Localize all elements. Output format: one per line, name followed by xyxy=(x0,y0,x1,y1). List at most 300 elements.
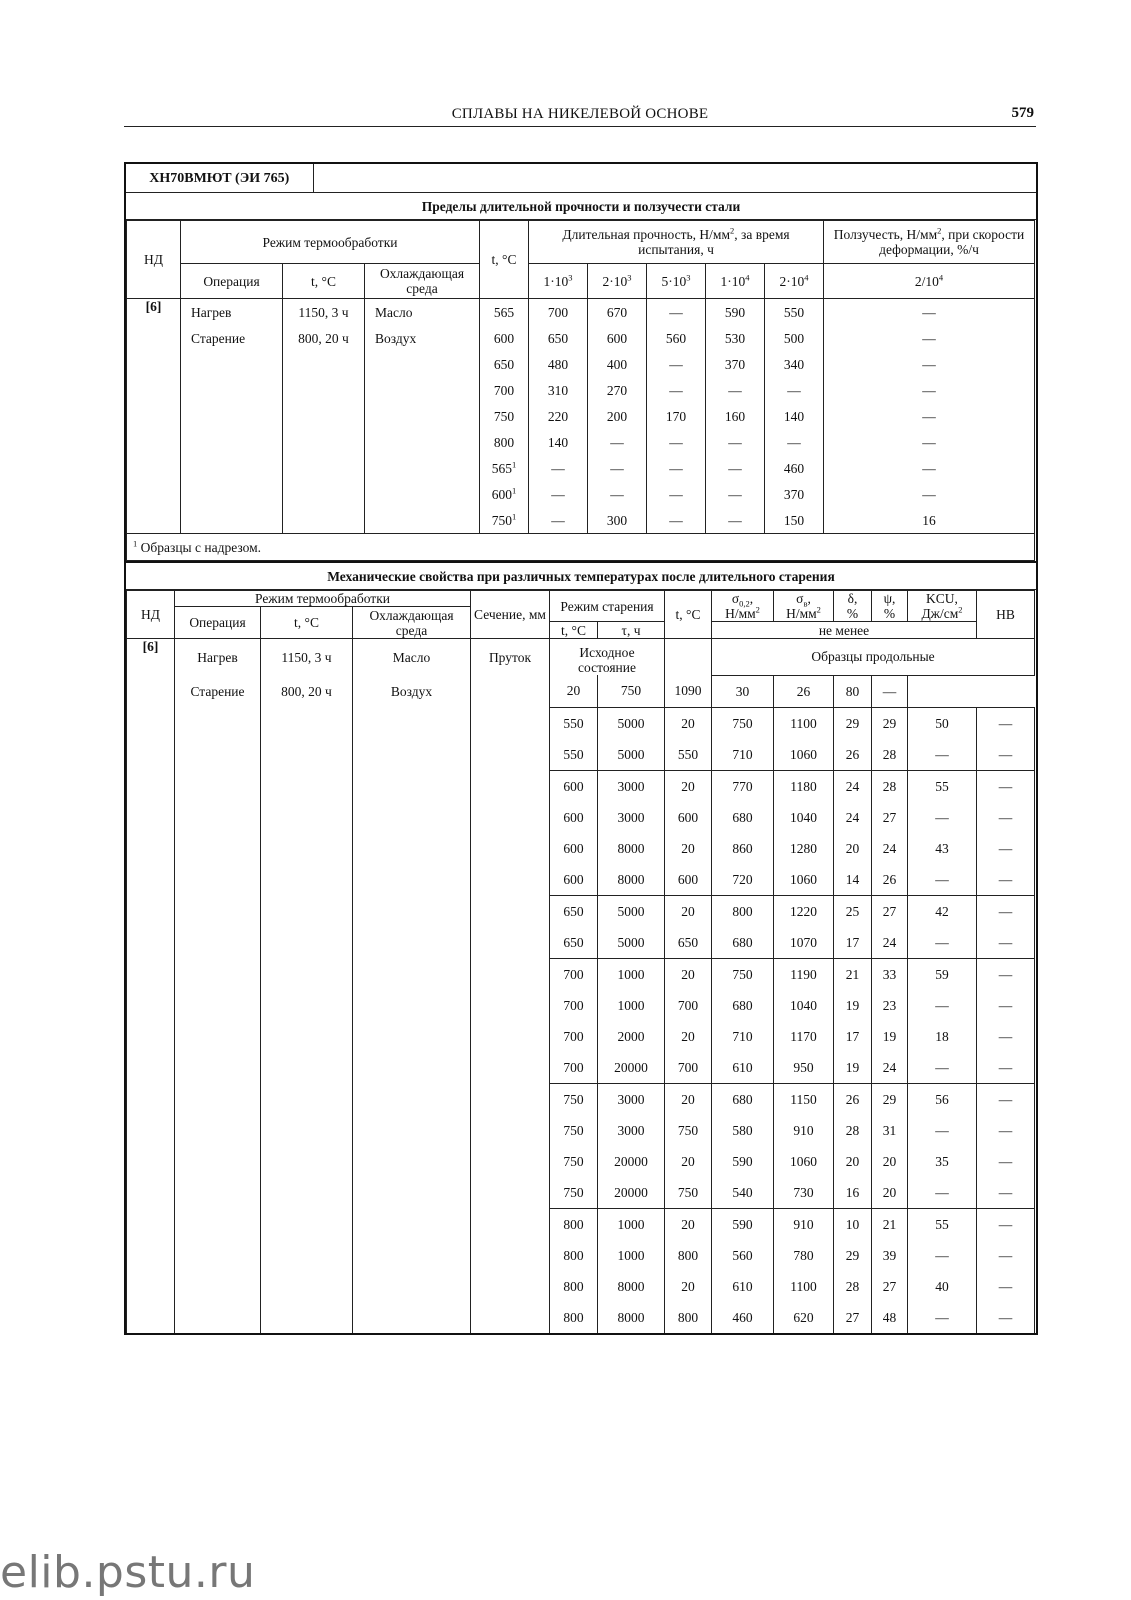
table2-empty xyxy=(175,1083,261,1115)
table1-strength-value: — xyxy=(588,429,647,455)
table1-header-time: $2\cdot 10^3$ xyxy=(588,264,647,299)
table2-temp: 20 xyxy=(665,895,712,927)
table2-value-s02: 710 xyxy=(712,739,774,771)
table2-header-sb: $\sigma_в$, $Н/мм^2$ xyxy=(774,591,834,622)
table2-empty xyxy=(175,958,261,990)
table1-empty xyxy=(365,377,480,403)
table2-empty xyxy=(471,1146,550,1177)
table2-row xyxy=(127,739,1035,771)
table2-empty xyxy=(353,1240,471,1271)
table2-empty xyxy=(175,739,261,771)
table2-temp: 20 xyxy=(665,1083,712,1115)
table2-temp: 600 xyxy=(665,802,712,833)
table2-value-s02: 580 xyxy=(712,1115,774,1146)
table2-empty xyxy=(471,927,550,959)
table2-empty xyxy=(261,739,353,771)
table2-header-min: не менее xyxy=(712,622,977,639)
table2-value-d: 20 xyxy=(834,833,872,864)
table2-empty xyxy=(471,802,550,833)
table2-header-section: Сечение, мм xyxy=(471,591,550,639)
table2-empty xyxy=(353,770,471,802)
table2-empty xyxy=(471,958,550,990)
table2-header-nd: НД xyxy=(127,591,175,639)
table2-value-kcu: — xyxy=(908,927,977,959)
table1-creep-value: — xyxy=(824,299,1035,326)
table2-value-s02: 560 xyxy=(712,1240,774,1271)
table2-aging-t: 600 xyxy=(550,802,598,833)
table2-value-kcu: 55 xyxy=(908,770,977,802)
table1-empty xyxy=(365,351,480,377)
table2-empty xyxy=(353,707,471,739)
table2-op1: Нагрев xyxy=(175,639,261,676)
table2-empty xyxy=(175,1177,261,1209)
table2-value-s02: 680 xyxy=(712,990,774,1021)
table2-value-sb: 1060 xyxy=(774,739,834,771)
table2-row xyxy=(127,802,1035,833)
table1-strength-value: — xyxy=(647,299,706,326)
table1-temp: $565^1$ xyxy=(480,455,529,481)
table2-value-d: 29 xyxy=(834,707,872,739)
table2-empty xyxy=(353,864,471,896)
table2-empty xyxy=(353,1052,471,1084)
table2-value-sb: 1100 xyxy=(774,1271,834,1302)
table2-empty xyxy=(175,802,261,833)
table2-value-d: 14 xyxy=(834,864,872,896)
table1-creep-value: — xyxy=(824,403,1035,429)
table1-temp: 800 xyxy=(480,429,529,455)
table2-empty xyxy=(175,1271,261,1302)
table2-aging-tau: 8000 xyxy=(598,833,665,864)
table1-header-time: $1\cdot 10^3$ xyxy=(529,264,588,299)
table1-row xyxy=(127,455,1035,481)
table1-creep-value: 16 xyxy=(824,507,1035,534)
table2-value-hb: — xyxy=(977,770,1035,802)
table1-creep-value: — xyxy=(824,351,1035,377)
table2-value-d: 26 xyxy=(834,1083,872,1115)
table2-value-sb: 1060 xyxy=(774,864,834,896)
table1-empty xyxy=(181,429,283,455)
table2-row xyxy=(127,1302,1035,1333)
table2-temp: 650 xyxy=(665,927,712,959)
table2-value-s02: 750 xyxy=(712,958,774,990)
table2-cool1: Масло xyxy=(353,639,471,676)
table1-header-time: $1\cdot 10^4$ xyxy=(706,264,765,299)
table2-empty xyxy=(127,1146,175,1177)
table2-value-kcu: — xyxy=(908,1177,977,1209)
table2-empty xyxy=(175,1146,261,1177)
table2-temp: 700 xyxy=(665,1052,712,1084)
table2-aging-tau: 5000 xyxy=(598,739,665,771)
table1-empty xyxy=(181,377,283,403)
table2-value-hb: — xyxy=(977,1208,1035,1240)
table2-aging-t: 800 xyxy=(550,1271,598,1302)
table2-initial-state: Исходное состояние xyxy=(550,639,665,676)
table1-empty xyxy=(365,455,480,481)
table2-value-d: 19 xyxy=(834,1052,872,1084)
table2-temp: 20 xyxy=(550,675,598,707)
table2-value-psi: 20 xyxy=(872,1146,908,1177)
table1-strength-value: — xyxy=(529,481,588,507)
table1-empty xyxy=(127,507,181,534)
table1-header-strength: Длительная прочность, $Н/мм^2$, за время испытания, ч xyxy=(529,221,824,264)
table1-empty xyxy=(181,351,283,377)
page-number: 579 xyxy=(1011,105,1034,121)
table1-empty xyxy=(127,377,181,403)
table2-header-aging: Режим старения xyxy=(550,591,665,622)
table2-nd-ref: [6] xyxy=(127,639,175,676)
table1-strength-value: 530 xyxy=(706,325,765,351)
table2-row xyxy=(127,1052,1035,1084)
table2-aging-t: 700 xyxy=(550,1052,598,1084)
table2-aging-tau: 1000 xyxy=(598,990,665,1021)
table1-t: 1150, 3 ч xyxy=(283,299,365,326)
table2-empty xyxy=(175,770,261,802)
table2-empty xyxy=(471,833,550,864)
table2-value-d: 17 xyxy=(834,927,872,959)
table2-row xyxy=(127,990,1035,1021)
table2-empty xyxy=(353,1115,471,1146)
table2-value-sb: 1090 xyxy=(665,675,712,707)
table2-value-d: 24 xyxy=(834,770,872,802)
table2-value-hb: — xyxy=(977,1115,1035,1146)
table1-strength-value: 300 xyxy=(588,507,647,534)
table1-strength-value: — xyxy=(588,455,647,481)
table1-temp: 650 xyxy=(480,351,529,377)
table2-temp: 600 xyxy=(665,864,712,896)
table1-strength-value: 150 xyxy=(765,507,824,534)
table2-aging-tau: 1000 xyxy=(598,958,665,990)
table1-empty xyxy=(365,507,480,534)
table1-header-time: $2\cdot 10^4$ xyxy=(765,264,824,299)
table2-aging-tau: 5000 xyxy=(598,707,665,739)
table2-header-s02: $\sigma_{0,2}$, $Н/мм^2$ xyxy=(712,591,774,622)
table2-value-psi: 26 xyxy=(872,864,908,896)
table1-row xyxy=(127,403,1035,429)
table2-value-psi: 24 xyxy=(872,833,908,864)
table1-strength-value: 700 xyxy=(529,299,588,326)
table2-row xyxy=(127,895,1035,927)
table1-header-time: $5\cdot 10^3$ xyxy=(647,264,706,299)
table1-empty xyxy=(283,377,365,403)
table2-value-psi: 19 xyxy=(872,1021,908,1052)
table2-empty xyxy=(261,1208,353,1240)
table2-aging-t: 800 xyxy=(550,1240,598,1271)
table1-nd-empty xyxy=(127,325,181,351)
table2-temp: 20 xyxy=(665,770,712,802)
table2-value-sb: 730 xyxy=(774,1177,834,1209)
table2-empty xyxy=(127,739,175,771)
table2-empty xyxy=(353,1021,471,1052)
table1-header-t: t, °С xyxy=(283,264,365,299)
table2-temp: 550 xyxy=(665,739,712,771)
table2-value-d: 20 xyxy=(834,1146,872,1177)
table2-row xyxy=(127,1240,1035,1271)
table1-strength-value: 550 xyxy=(765,299,824,326)
table2-value-hb: — xyxy=(977,990,1035,1021)
table1-strength-value: — xyxy=(529,507,588,534)
table2-row xyxy=(127,833,1035,864)
table1-row xyxy=(127,507,1035,534)
table1-footnote: $^1$ Образцы с надрезом. xyxy=(127,534,1035,561)
table2-value-psi: 28 xyxy=(872,739,908,771)
table2-empty xyxy=(261,1083,353,1115)
table1-strength-value: 480 xyxy=(529,351,588,377)
table2-value-kcu: 43 xyxy=(908,833,977,864)
table1-strength-value: — xyxy=(647,377,706,403)
table2-aging-tau: 20000 xyxy=(598,1177,665,1209)
table2-value-psi: 48 xyxy=(872,1302,908,1333)
table2-empty xyxy=(127,707,175,739)
table2-empty xyxy=(353,895,471,927)
table1-empty xyxy=(127,455,181,481)
table2-empty xyxy=(127,802,175,833)
table1-strength-value: — xyxy=(706,377,765,403)
table2-value-sb: 1040 xyxy=(774,802,834,833)
table2-value-hb: — xyxy=(977,1240,1035,1271)
table2-aging-tau: 8000 xyxy=(598,1302,665,1333)
table2-value-s02: 540 xyxy=(712,1177,774,1209)
table1-empty xyxy=(365,429,480,455)
table2-header-t: t, °С xyxy=(261,607,353,639)
table2-empty xyxy=(261,1052,353,1084)
table2-value-d: 16 xyxy=(834,1177,872,1209)
table2-value-d: 24 xyxy=(834,802,872,833)
table2-row xyxy=(127,927,1035,959)
table2-value-s02: 460 xyxy=(712,1302,774,1333)
table1-creep-value: — xyxy=(824,325,1035,351)
table2-value-hb: — xyxy=(977,1302,1035,1333)
table2-value-s02: 750 xyxy=(598,675,665,707)
table2-empty xyxy=(127,927,175,959)
table2-op: Старение xyxy=(175,675,261,707)
table1-strength-value: — xyxy=(765,429,824,455)
table2-empty xyxy=(471,990,550,1021)
table2-header-cooling: Охлаждающая среда xyxy=(353,607,471,639)
table2-value-hb: — xyxy=(977,1271,1035,1302)
table2-value-kcu: 42 xyxy=(908,895,977,927)
table2-value-sb: 1280 xyxy=(774,833,834,864)
table2-aging-t: 750 xyxy=(550,1083,598,1115)
table2-value-s02: 680 xyxy=(712,927,774,959)
table1-empty xyxy=(283,403,365,429)
table1-empty xyxy=(181,481,283,507)
table2-value-kcu: — xyxy=(908,990,977,1021)
table2-empty xyxy=(127,1115,175,1146)
alloy-name: ХН70ВМЮТ (ЭИ 765) xyxy=(125,163,313,193)
table2-aging-tau: 8000 xyxy=(598,1271,665,1302)
table2-value-kcu: 40 xyxy=(908,1271,977,1302)
table2-aging-t: 600 xyxy=(550,833,598,864)
table2-aging-t: 800 xyxy=(550,1208,598,1240)
table2-temp: 750 xyxy=(665,1115,712,1146)
table1-header-operation: Операция xyxy=(181,264,283,299)
table2-header-aging-t: t, °С xyxy=(550,622,598,639)
table1-row xyxy=(127,351,1035,377)
table2-empty xyxy=(261,990,353,1021)
table2-aging-tau: 20000 xyxy=(598,1052,665,1084)
table1-temp: 565 xyxy=(480,299,529,326)
table2-value-s02: 590 xyxy=(712,1146,774,1177)
table1-empty xyxy=(127,429,181,455)
table2-row xyxy=(127,1083,1035,1115)
table2-samples-longitudinal: Образцы продольные xyxy=(712,639,1035,676)
table2-empty xyxy=(175,864,261,896)
table1-strength-value: 140 xyxy=(765,403,824,429)
table2-value-kcu: — xyxy=(908,864,977,896)
table1-empty xyxy=(283,481,365,507)
table1-empty xyxy=(365,403,480,429)
table2-empty xyxy=(471,739,550,771)
table2-empty xyxy=(175,707,261,739)
table2-empty xyxy=(175,1240,261,1271)
table2-empty xyxy=(175,927,261,959)
table2-aging-t: 750 xyxy=(550,1146,598,1177)
table1-temp: $750^1$ xyxy=(480,507,529,534)
table2-empty xyxy=(261,1302,353,1333)
table2-value-hb: — xyxy=(977,1083,1035,1115)
table2-empty xyxy=(127,895,175,927)
table2-value-s02: 680 xyxy=(712,802,774,833)
table2-value-s02: 770 xyxy=(712,770,774,802)
table2-value-psi: 24 xyxy=(872,1052,908,1084)
table2-empty xyxy=(127,958,175,990)
table1-strength-value: — xyxy=(647,507,706,534)
table1-strength-value: 650 xyxy=(529,325,588,351)
table2-value-d: 28 xyxy=(834,1115,872,1146)
table2-value-psi: 28 xyxy=(872,770,908,802)
table1-header-nd: НД xyxy=(127,221,181,299)
table2-empty xyxy=(127,1177,175,1209)
table2-aging-t: 750 xyxy=(550,1115,598,1146)
table2-empty xyxy=(261,707,353,739)
table2-empty xyxy=(261,1240,353,1271)
table1-empty xyxy=(127,403,181,429)
table2-empty xyxy=(127,1052,175,1084)
table2-row xyxy=(127,1271,1035,1302)
table1-temp: 600 xyxy=(480,325,529,351)
table2-value-hb: — xyxy=(977,1052,1035,1084)
table2-value-sb: 1150 xyxy=(774,1083,834,1115)
table2-value-d: 28 xyxy=(834,1271,872,1302)
table2-value-hb: — xyxy=(977,1177,1035,1209)
table2-aging-t: 700 xyxy=(550,1021,598,1052)
mechanical-properties-table xyxy=(126,590,1035,1333)
table2-value-hb: — xyxy=(977,927,1035,959)
table2-empty xyxy=(471,1302,550,1333)
table2-value-psi: 29 xyxy=(872,1083,908,1115)
table1-row xyxy=(127,299,1035,326)
table2-value-hb: — xyxy=(977,739,1035,771)
table2-row xyxy=(127,1021,1035,1052)
table1-empty xyxy=(127,351,181,377)
table2-empty xyxy=(261,864,353,896)
table1-row xyxy=(127,325,1035,351)
table2-value-s02: 720 xyxy=(712,864,774,896)
table1-strength-value: 600 xyxy=(588,325,647,351)
table2-value-sb: 1070 xyxy=(774,927,834,959)
table1-strength-value: 590 xyxy=(706,299,765,326)
table2-temp: 20 xyxy=(665,1146,712,1177)
table1-header-creep-rate: $2/10^4$ xyxy=(824,264,1035,299)
table2-temp: 800 xyxy=(665,1240,712,1271)
table2-row xyxy=(127,675,1035,707)
table2-empty xyxy=(127,1083,175,1115)
table1-strength-value: 670 xyxy=(588,299,647,326)
table2-empty xyxy=(261,1115,353,1146)
table2-value-psi: 27 xyxy=(872,1271,908,1302)
table2-aging-tau: 3000 xyxy=(598,1115,665,1146)
table2-value-kcu: — xyxy=(908,1302,977,1333)
table2-value-s02: 610 xyxy=(712,1052,774,1084)
table1-empty xyxy=(283,429,365,455)
table2-aging-tau: 3000 xyxy=(598,802,665,833)
table2-empty xyxy=(353,958,471,990)
table2-value-psi: 21 xyxy=(872,1208,908,1240)
table2-empty xyxy=(127,1302,175,1333)
table1-empty xyxy=(283,351,365,377)
table2-value-sb: 1040 xyxy=(774,990,834,1021)
table1-creep-value: — xyxy=(824,481,1035,507)
table2-value-s02: 590 xyxy=(712,1208,774,1240)
table2-value-kcu: — xyxy=(908,1115,977,1146)
table2-row xyxy=(127,958,1035,990)
table2-value-psi: 24 xyxy=(872,927,908,959)
rupture-creep-table xyxy=(126,220,1035,561)
table2-value-sb: 910 xyxy=(774,1115,834,1146)
table2-empty xyxy=(471,707,550,739)
table2-aging-tau: 3000 xyxy=(598,770,665,802)
table2-aging-t: 550 xyxy=(550,707,598,739)
table2-empty xyxy=(353,833,471,864)
table2-header-mode: Режим термообработки xyxy=(175,591,471,607)
table2-empty xyxy=(471,864,550,896)
table2-empty xyxy=(471,770,550,802)
table2-row xyxy=(127,1177,1035,1209)
table2-value-psi: 26 xyxy=(774,675,834,707)
table2-aging-t: 800 xyxy=(550,1302,598,1333)
table2-value-d: 26 xyxy=(834,739,872,771)
table2-aging-t: 600 xyxy=(550,770,598,802)
table1-strength-value: 560 xyxy=(647,325,706,351)
table2-value-sb: 1100 xyxy=(774,707,834,739)
table1-row xyxy=(127,481,1035,507)
table2-temp: 20 xyxy=(665,707,712,739)
table2-empty xyxy=(471,1177,550,1209)
table2-empty xyxy=(127,1021,175,1052)
table2-value-sb: 910 xyxy=(774,1208,834,1240)
table2-aging-t: 650 xyxy=(550,927,598,959)
table2-value-kcu: — xyxy=(908,1240,977,1271)
table2-section: Пруток xyxy=(471,639,550,676)
table1-cooling: Масло xyxy=(365,299,480,326)
table2-title: Механические свойства при различных температурах после длительного старения xyxy=(125,562,1037,590)
table1-empty xyxy=(283,507,365,534)
table1-creep-value: — xyxy=(824,455,1035,481)
alloy-table xyxy=(124,162,1038,1335)
table2-value-psi: 33 xyxy=(872,958,908,990)
table1-temp: $600^1$ xyxy=(480,481,529,507)
table2-value-sb: 1170 xyxy=(774,1021,834,1052)
table1-strength-value: 310 xyxy=(529,377,588,403)
table2-value-kcu: 50 xyxy=(908,707,977,739)
table2-aging-tau: 8000 xyxy=(598,864,665,896)
table2-empty xyxy=(471,1021,550,1052)
table2-row xyxy=(127,864,1035,896)
table2-empty xyxy=(471,1271,550,1302)
table2-empty xyxy=(353,927,471,959)
table2-value-sb: 1180 xyxy=(774,770,834,802)
table1-creep-value: — xyxy=(824,429,1035,455)
